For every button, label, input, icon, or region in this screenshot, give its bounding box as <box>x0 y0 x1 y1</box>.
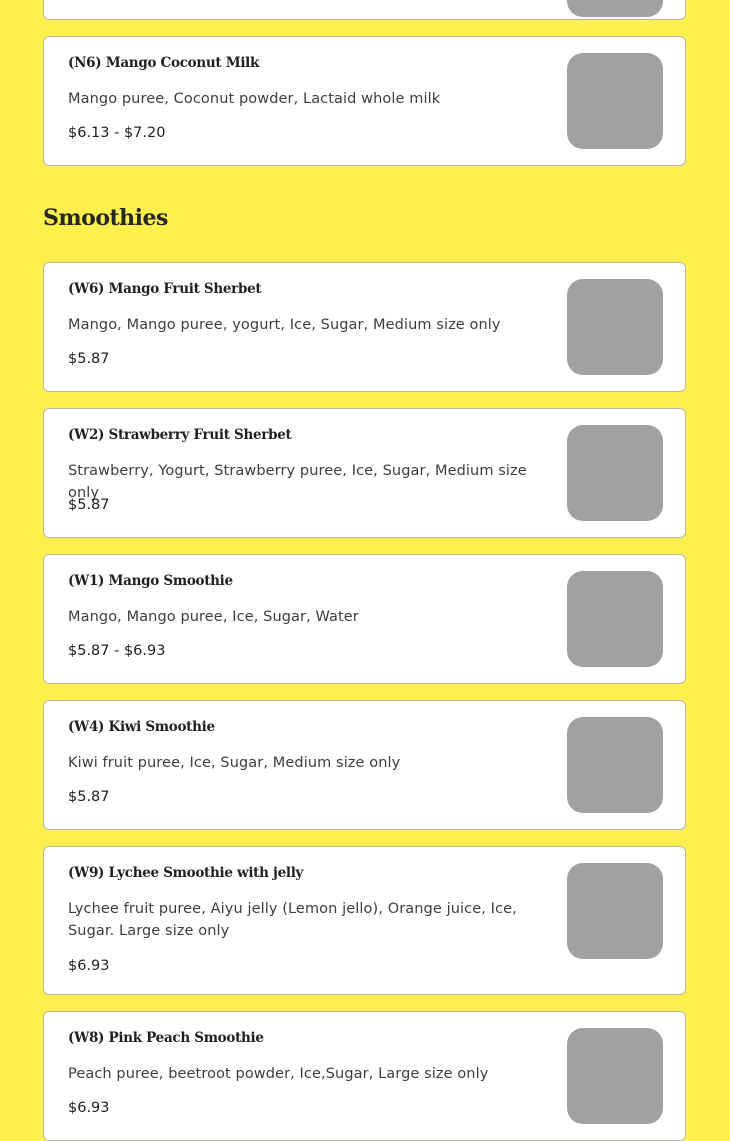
item-description: Mango, Mango puree, yogurt, Ice, Sugar, Medium size only <box>68 317 501 333</box>
item-price: $5.87 - $6.93 <box>68 643 166 659</box>
item-price: $6.13 - $7.20 <box>68 125 166 141</box>
item-image-placeholder <box>567 0 663 17</box>
item-image-placeholder <box>567 425 663 521</box>
item-price: $6.93 <box>68 1100 110 1116</box>
item-name: (N6) Mango Coconut Milk <box>68 55 260 71</box>
menu-item-card[interactable] <box>43 1011 686 1141</box>
item-image-placeholder <box>567 279 663 375</box>
item-description: Mango, Mango puree, Ice, Sugar, Water <box>68 609 359 625</box>
item-price: $5.87 <box>68 789 110 805</box>
item-name: (W8) Pink Peach Smoothie <box>68 1030 264 1046</box>
item-image-placeholder <box>567 53 663 149</box>
item-price: $5.87 <box>68 497 110 513</box>
item-description: Strawberry, Yogurt, Strawberry puree, Ice, Sugar, Medium size only <box>68 463 527 501</box>
menu-item-card-partial[interactable] <box>43 0 686 20</box>
item-price: $6.93 <box>68 958 110 974</box>
item-description: Mango puree, Coconut powder, Lactaid whole milk <box>68 91 441 107</box>
item-description: Peach puree, beetroot powder, Ice,Sugar, Large size only <box>68 1066 489 1082</box>
item-image-placeholder <box>567 863 663 959</box>
section-title-smoothies: Smoothies <box>43 205 168 231</box>
item-image-placeholder <box>567 717 663 813</box>
item-image-placeholder <box>567 1028 663 1124</box>
item-name: (W9) Lychee Smoothie with jelly <box>68 865 304 881</box>
item-description: Kiwi fruit puree, Ice, Sugar, Medium size only <box>68 755 401 771</box>
menu-item-card[interactable] <box>43 700 686 830</box>
item-price: $5.87 <box>68 351 110 367</box>
menu-item-card[interactable] <box>43 262 686 392</box>
menu-item-card[interactable] <box>43 408 686 538</box>
menu-item-card[interactable] <box>43 554 686 684</box>
item-name: (W2) Strawberry Fruit Sherbet <box>68 427 292 443</box>
item-name: (W1) Mango Smoothie <box>68 573 233 589</box>
item-image-placeholder <box>567 571 663 667</box>
menu-item-card[interactable] <box>43 846 686 995</box>
item-description: Lychee fruit puree, Aiyu jelly (Lemon jello), Orange juice, Ice, Sugar. Large size only <box>68 901 517 939</box>
menu-item-card[interactable] <box>43 36 686 166</box>
item-name: (W4) Kiwi Smoothie <box>68 719 215 735</box>
item-name: (W6) Mango Fruit Sherbet <box>68 281 262 297</box>
